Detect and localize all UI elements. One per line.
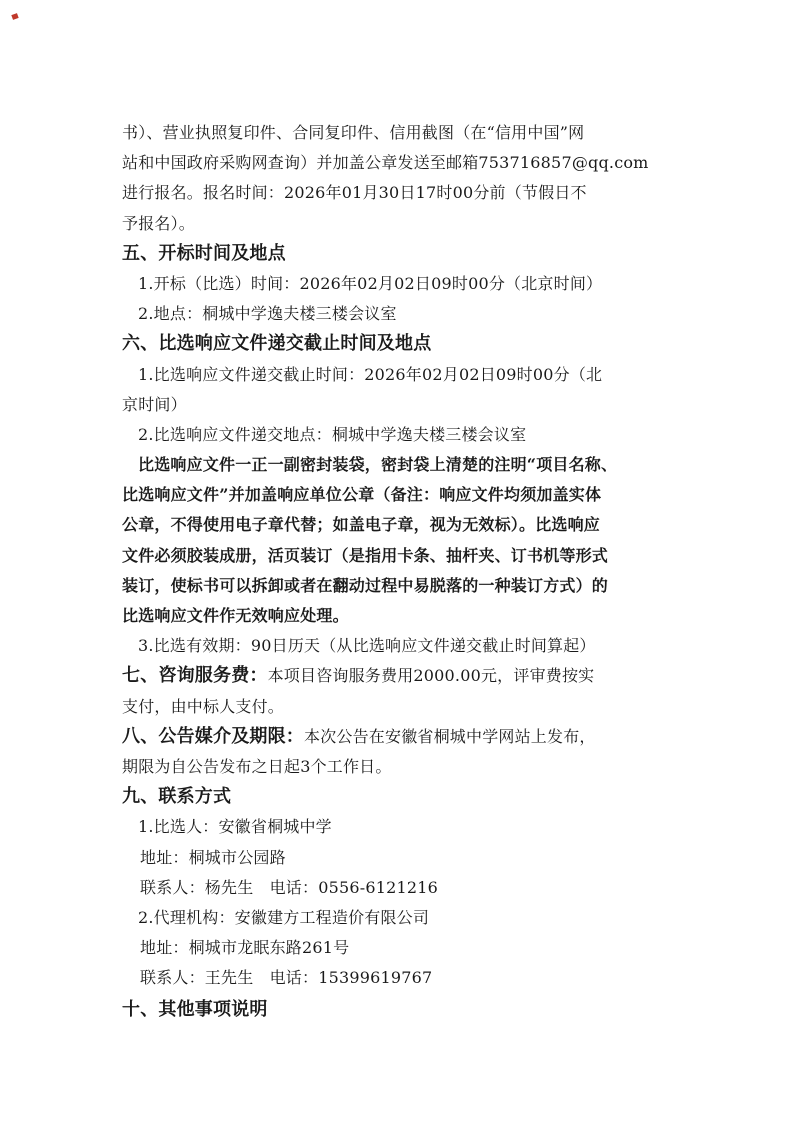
corner-mark xyxy=(11,13,18,20)
section-6-item-2: 2.比选响应文件递交地点：桐城中学逸夫楼三楼会议室 xyxy=(138,424,527,444)
section-10-heading: 十、其他事项说明 xyxy=(122,999,268,1021)
section-6-note-line-1: 比选响应文件一正一副密封装袋，密封袋上清楚的注明“项目名称、 xyxy=(138,455,618,475)
section-9-item-2-address: 地址：桐城市龙眠东路261号 xyxy=(140,938,350,958)
section-8-line-1 xyxy=(122,722,678,752)
intro-line-2: 站和中国政府采购网查询）并加盖公章发送至邮箱753716857@qq.com xyxy=(122,153,649,173)
section-6-heading: 六、比选响应文件递交截止时间及地点 xyxy=(122,333,432,355)
intro-line-4: 予报名）。 xyxy=(122,213,196,233)
section-5-item-1: 1.开标（比选）时间：2026年02月02日09时00分（北京时间） xyxy=(138,273,603,293)
section-7-line-1 xyxy=(122,661,678,691)
section-8-text-1: 本次公告在安徽省桐城中学网站上发布， xyxy=(304,726,596,746)
section-6-item-1-line-1: 1.比选响应文件递交截止时间：2026年02月02日09时00分（北 xyxy=(138,364,603,384)
section-7-heading: 七、咨询服务费： xyxy=(122,665,268,687)
section-9-item-1: 1.比选人：安徽省桐城中学 xyxy=(138,817,332,837)
section-6-note-line-5: 装订，使标书可以拆卸或者在翻动过程中易脱落的一种装订方式）的 xyxy=(122,575,609,595)
section-6-item-3: 3.比选有效期：90日历天（从比选响应文件递交截止时间算起） xyxy=(138,636,596,656)
section-5-heading: 五、开标时间及地点 xyxy=(122,242,286,264)
section-5-item-2: 2.地点：桐城中学逸夫楼三楼会议室 xyxy=(138,304,397,324)
section-6-note-line-6: 比选响应文件作无效响应处理。 xyxy=(122,606,349,625)
section-8-line-2: 期限为自公告发布之日起3个工作日。 xyxy=(122,756,392,776)
section-6-note-line-4: 文件必须胶装成册，活页装订（是指用卡条、抽杆夹、订书机等形式 xyxy=(122,545,609,565)
section-7-line-2: 支付，由中标人支付。 xyxy=(122,696,285,716)
section-9-item-1-address: 地址：桐城市公园路 xyxy=(140,847,286,867)
section-9-item-2-contact: 联系人：王先生 电话：15399619767 xyxy=(140,968,433,988)
intro-line-1: 书）、营业执照复印件、合同复印件、信用截图（在“信用中国”网 xyxy=(122,123,585,142)
section-6-note-line-2: 比选响应文件”并加盖响应单位公章（备注：响应文件均须加盖实体 xyxy=(122,485,602,505)
section-6-note-line-3: 公章，不得使用电子章代替；如盖电子章，视为无效标）。比选响应 xyxy=(122,515,601,535)
section-6-item-1-line-2: 京时间） xyxy=(122,394,187,414)
section-8-heading: 八、公告媒介及期限： xyxy=(122,725,304,747)
section-9-item-2: 2.代理机构：安徽建方工程造价有限公司 xyxy=(138,907,430,927)
section-9-item-1-contact: 联系人：杨先生 电话：0556-6121216 xyxy=(140,877,438,897)
section-9-heading: 九、联系方式 xyxy=(122,786,232,808)
document-page xyxy=(122,118,678,1026)
intro-line-3: 进行报名。报名时间：2026年01月30日17时00分前（节假日不 xyxy=(122,183,587,203)
section-7-text-1: 本项目咨询服务费用2000.00元，评审费按实 xyxy=(267,666,595,686)
